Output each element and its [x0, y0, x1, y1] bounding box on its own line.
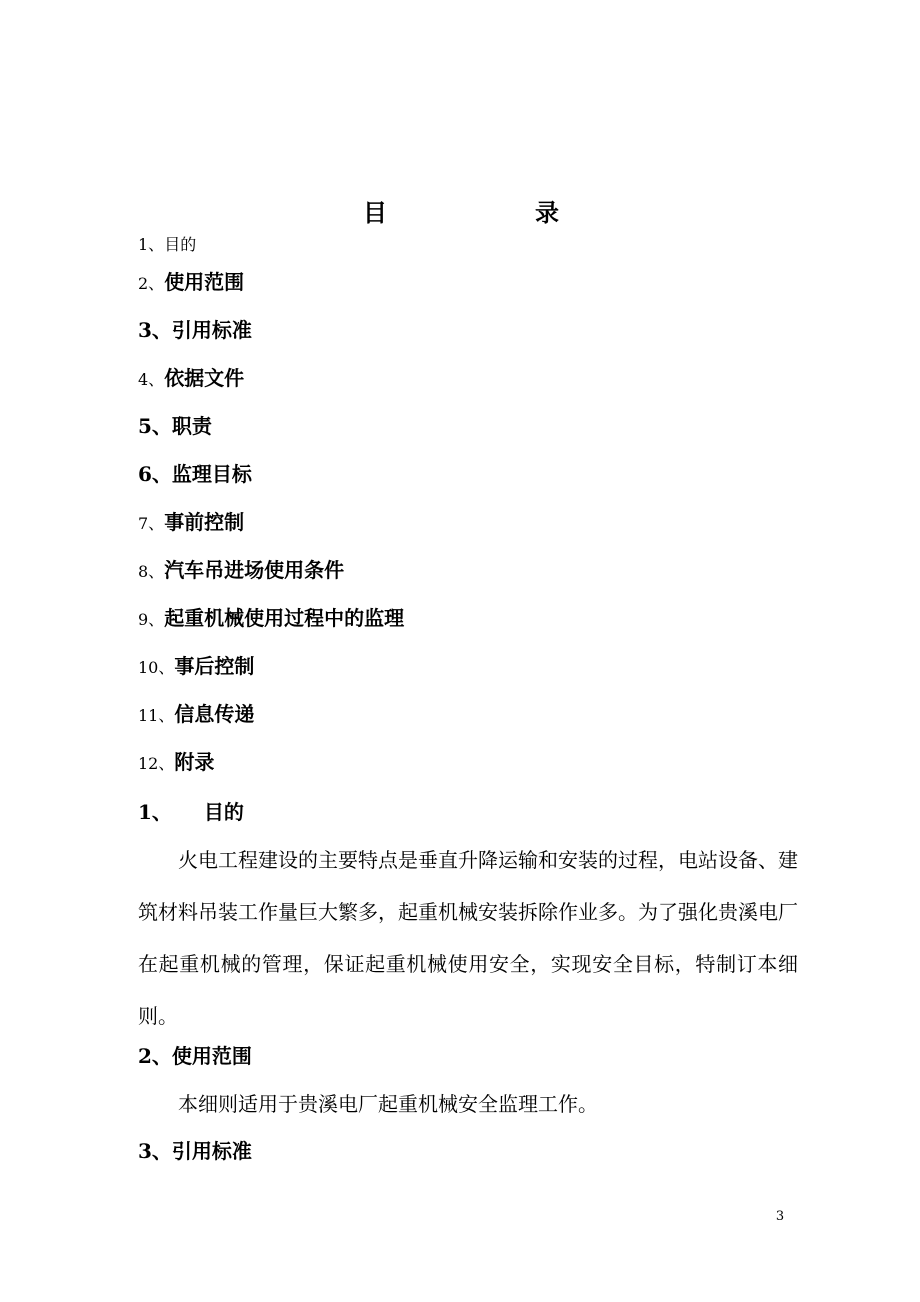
toc-item-label: 依据文件: [164, 366, 245, 390]
toc-item-number: 11、: [138, 706, 175, 725]
section-1-number: 1、: [138, 800, 172, 824]
toc-item-number: 7、: [138, 514, 165, 533]
toc-item-label: 目的: [164, 235, 197, 254]
toc-title: [360, 193, 560, 227]
toc-title-left: 目: [363, 198, 387, 227]
toc-item: [138, 642, 738, 690]
toc-item-label: 信息传递: [174, 702, 255, 726]
section-2-heading: 2、使用范围: [138, 1044, 252, 1068]
toc-item: [138, 306, 738, 354]
toc-item: [138, 354, 738, 402]
toc-item-number: 5、: [138, 414, 172, 438]
toc-item-label: 使用范围: [164, 270, 245, 294]
toc-item: [138, 546, 738, 594]
section-2-body: 本细则适用于贵溪电厂起重机械安全监理工作。: [178, 1092, 598, 1116]
toc-item-number: 2、: [138, 274, 165, 293]
toc-item-number: 10、: [138, 658, 175, 677]
toc-list: [138, 232, 738, 786]
toc-item: [138, 498, 738, 546]
toc-item-number: 1、: [138, 235, 165, 254]
toc-item-label: 附录: [174, 750, 215, 774]
toc-title-right: 录: [535, 198, 559, 227]
section-3-heading: 3、引用标准: [138, 1139, 252, 1163]
toc-item: [138, 738, 738, 786]
toc-item: [138, 232, 738, 258]
section-1-heading: [138, 796, 244, 825]
toc-item-label: 引用标准: [171, 318, 252, 342]
toc-item-label: 起重机械使用过程中的监理: [164, 606, 405, 630]
toc-item-number: 8、: [138, 562, 165, 581]
toc-item-number: 12、: [138, 754, 175, 773]
toc-item-label: 事后控制: [174, 654, 255, 678]
toc-item-label: 事前控制: [164, 510, 245, 534]
toc-item-number: 3、: [138, 318, 172, 342]
section-1-body: 火电工程建设的主要特点是垂直升降运输和安装的过程，电站设备、建筑材料吊装工作量巨大繁多，起重机械安装拆除作业多。为了强化贵溪电厂在起重机械的管理，保证起重机械使用安全，实现安全目标，特制订本细则。: [138, 848, 798, 1028]
section-1-title: 目的: [203, 800, 244, 824]
toc-item-label: 职责: [171, 414, 212, 438]
toc-item-number: 4、: [138, 370, 165, 389]
toc-item: [138, 258, 738, 306]
toc-item-number: 9、: [138, 610, 165, 629]
toc-item-label: 监理目标: [171, 462, 252, 486]
toc-item-label: 汽车吊进场使用条件: [164, 558, 345, 582]
toc-item: [138, 402, 738, 450]
toc-item-number: 6、: [138, 462, 172, 486]
toc-item: [138, 450, 738, 498]
page-number: 3: [775, 1209, 785, 1224]
toc-item: [138, 594, 738, 642]
toc-item: [138, 690, 738, 738]
